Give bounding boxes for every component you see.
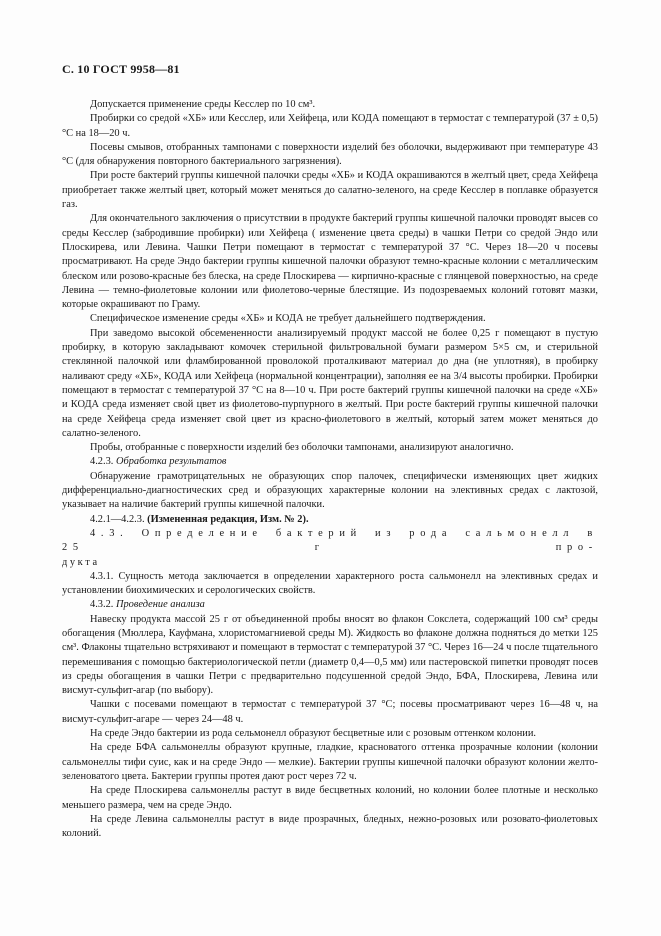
- amendment-range: 4.2.1—4.2.3.: [90, 513, 148, 525]
- paragraph: Чашки с посевами помещают в термостат с температурой 37 °С; посевы просматривают через 16—48 ч, на висмут-сульфит-агаре — через 24—48 ч.: [62, 699, 598, 725]
- section-heading-continued: дукта: [62, 556, 100, 568]
- section-number: 4.3.2.: [90, 599, 116, 611]
- paragraph: На среде Эндо бактерии из рода сельмонелл образуют бесцветные или с розовым оттенком колонии.: [90, 728, 537, 740]
- section-heading: [62, 455, 598, 469]
- section-title: Обработка результатов: [115, 456, 227, 468]
- paragraph: Пробирки со средой «ХБ» или Кесслер, или Хейфеца, или КОДА помещают в термостат с температурой (37 ± 0,5) °С на 18—20 ч.: [62, 113, 598, 139]
- paragraph: На среде Плоскирева сальмонеллы растут в виде бесцветных колоний, но колонии более плотные и несколько меньшего размера, чем на среде Эндо.: [62, 785, 598, 811]
- paragraph: Навеску продукта массой 25 г от объединенной пробы вносят во флакон Сокслета, содержащий 100 см³ среды обогащения (Мюллера, Кауфмана, хлористомагниевой среды М). Жидкость во флаконе должна подняться до метки 125 см³. Флаконы тщательно встряхивают и помещают в термостат с температурой 37 °С. Через 16—24 ч после тщательного перемешивания с помощью бактериологической петли (диаметр 0,4—0,5 мм) или пастеровской пипетки проводят посев из среды обогащения в чашки Петри с предварительно подсушенной средой Эндо, БФА, Плоскирева, Левина или висмут-сульфит-агар (по выбору).: [62, 613, 598, 697]
- section-heading: [62, 598, 598, 612]
- paragraph: При заведомо высокой обсемененности анализируемый продукт массой не более 0,25 г помещают в пустую пробирку, в которую закладывают комочек стерильной фильтровальной бумаги размером 5×5 см, и стерильной стеклянной палочкой или фламбированной проволокой проталкивают материал до дна (не уплотняя), в пробирку наливают среду «ХБ», КОДА или Хейфеца (нормальной концентрации), заполняя ее на 3/4 высоты пробирки. Пробирки помещают в термостат с температурой 37 °С на 8—10 ч. При росте бактерий группы кишечной палочки на среде «ХБ» и КОДА среда изменяет свой цвет из фиолетово-пурпурного в желтый. При росте бактерий группы кишечной палочки на среде Хейфеца среда изменяет свой цвет из красно-фиолетового в желтый, который затем может меняться до салатно-зеленого.: [62, 327, 598, 439]
- paragraph: Специфическое изменение среды «ХБ» и КОДА не требует дальнейшего подтверждения.: [90, 313, 486, 325]
- paragraph: Допускается применение среды Кесслер по 10 см³.: [90, 99, 316, 110]
- section-title: Проведение анализа: [115, 599, 205, 611]
- section-heading: 4.3. Определение бактерий из рода сальмонелл в 25 г про-: [62, 527, 598, 554]
- paragraph: Пробы, отобранные с поверхности изделий без оболочки тампонами, анализируют аналогично.: [90, 442, 514, 454]
- paragraph: Для окончательного заключения о присутствии в продукте бактерий группы кишечной палочки проводят высев со среды Кесслер (забродившие пробирки) или Хейфеца ( изменение цвета среды) в чашки Петри со средой Эндо или Плоскирева, или Левина. Чашки Петри помещают в термостат с температурой 37 °С. Через 18—20 ч посевы просматривают. На среде Эндо бактерии группы кишечной палочки образуют темно-красные колонии с металлическим блеском или розово-красные без блеска, на среде Плоскирева — кирпично-красные с глянцевой поверхностью, на среде Левина — темно-фиолетовые колонии или фиолетово-черные блестящие. Из подозреваемых колоний готовят мазки, которые окрашивают по Граму.: [62, 213, 598, 311]
- paragraph: При росте бактерий группы кишечной палочки среды «ХБ» и КОДА окрашиваются в желтый цвет, среда Хейфеца приобретает также желтый цвет, который может меняться до салатно-зеленого, на среде Кесслер в поплавке образуется газ.: [62, 170, 598, 211]
- paragraph: На среде БФА сальмонеллы образуют крупные, гладкие, красноватого оттенка прозрачные колонии (колонии сальмонеллы тифи суис, как и на среде Эндо — мелкие). Бактерии группы кишечной палочки образуют колонии желто-зеленоватого цвета. Бактерии группы протея дают рост через 72 ч.: [62, 742, 598, 782]
- section-number: 4.2.3.: [90, 456, 116, 468]
- paragraph: Посевы смывов, отобранных тампонами с поверхности изделий без оболочки, выдерживают при температуре 43 °С (для обнаружения повторного бактериального загрязнения).: [62, 141, 598, 168]
- page-header: С. 10 ГОСТ 9958—81: [62, 62, 180, 76]
- document-body: [62, 98, 598, 841]
- paragraph: Обнаружение грамотрицательных не образующих спор палочек, специфически изменяющих цвет жидких дифференциально-диагностических сред и образующих характерные колонии на элективных средах с лактозой, указывает на наличие бактерий группы кишечной палочки.: [62, 470, 598, 511]
- paragraph: На среде Левина сальмонеллы растут в виде прозрачных, бледных, нежно-розовых или розовато-фиолетовых колоний.: [62, 813, 598, 840]
- paragraph: 4.3.1. Сущность метода заключается в определении характерного роста сальмонелл на элективных средах и установлении биохимических и серологических свойств.: [62, 570, 598, 597]
- amendment-label: (Измененная редакция, Изм. № 2).: [147, 513, 309, 525]
- amendment-note: [62, 513, 598, 527]
